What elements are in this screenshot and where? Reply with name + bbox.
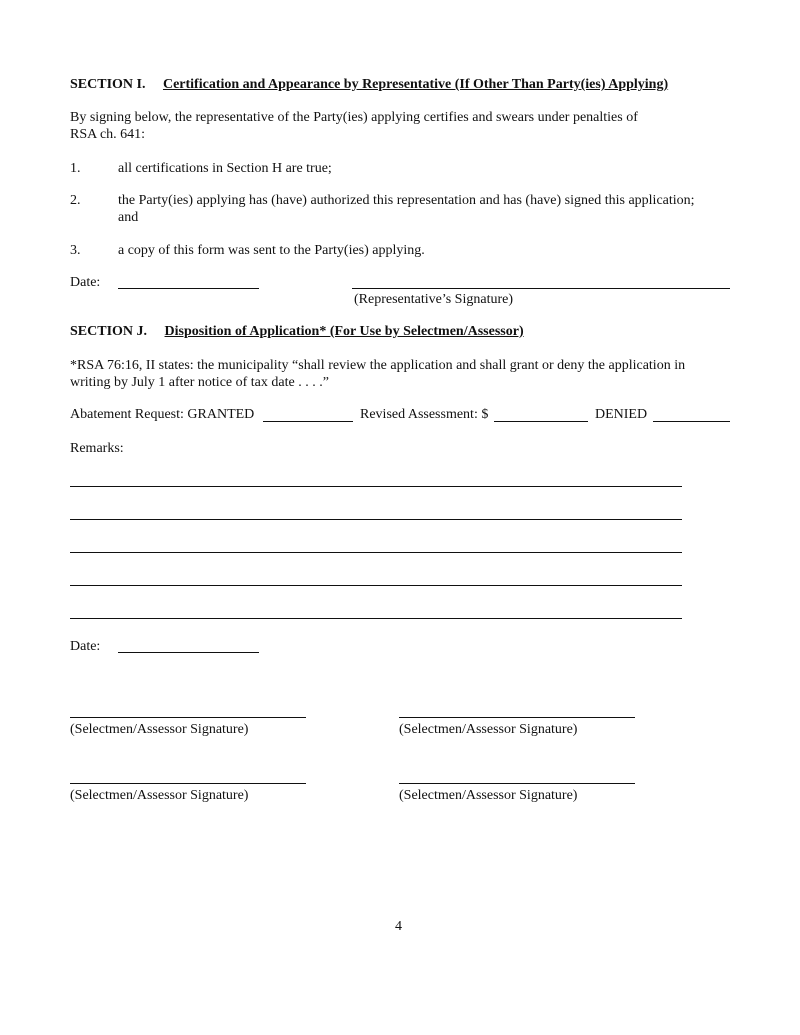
item-2-text-cont: and — [118, 210, 139, 225]
denied-field[interactable] — [653, 421, 730, 422]
selectmen-signature-caption: (Selectmen/Assessor Signature) — [70, 722, 249, 737]
denied-label: DENIED — [595, 407, 648, 422]
section-i-heading — [70, 76, 668, 93]
item-1-text: all certifications in Section H are true; — [118, 161, 332, 176]
section-i-intro-line1: By signing below, the representative of the Party(ies) applying certifies and swears under penalties of — [70, 110, 638, 125]
revised-assessment-label: Revised Assessment: $ — [360, 407, 489, 422]
selectmen-signature-line[interactable] — [70, 717, 306, 718]
page-number: 4 — [395, 919, 402, 934]
representative-signature-caption: (Representative’s Signature) — [354, 292, 514, 307]
item-1-number: 1. — [70, 161, 81, 176]
selectmen-signature-caption: (Selectmen/Assessor Signature) — [399, 788, 578, 803]
section-j-note-line1: *RSA 76:16, II states: the municipality “shall review the application and shall grant or deny the application in — [70, 358, 686, 373]
representative-signature-line[interactable] — [352, 288, 730, 289]
selectmen-signature-caption: (Selectmen/Assessor Signature) — [399, 722, 578, 737]
section-j-note-line2: writing by July 1 after notice of tax date . . . .” — [70, 375, 329, 390]
granted-label: Abatement Request: GRANTED — [70, 407, 255, 422]
item-3-text: a copy of this form was sent to the Party(ies) applying. — [118, 243, 425, 258]
section-i-title: Certification and Appearance by Representative (If Other Than Party(ies) Applying) — [162, 77, 669, 92]
remarks-line[interactable] — [70, 486, 682, 487]
section-j-date-label: Date: — [70, 639, 101, 654]
selectmen-signature-line[interactable] — [399, 783, 635, 784]
remarks-label: Remarks: — [70, 441, 124, 456]
remarks-line[interactable] — [70, 618, 682, 619]
item-3-number: 3. — [70, 243, 81, 258]
section-j-title: Disposition of Application* (For Use by Selectmen/Assessor) — [164, 324, 524, 339]
item-2-text: the Party(ies) applying has (have) authorized this representation and has (have) signed this application; — [118, 193, 695, 208]
remarks-line[interactable] — [70, 519, 682, 520]
section-j-label: SECTION J. — [70, 324, 148, 339]
selectmen-signature-line[interactable] — [399, 717, 635, 718]
remarks-line[interactable] — [70, 552, 682, 553]
section-i-date-field[interactable] — [118, 288, 259, 289]
section-i-intro-line2: RSA ch. 641: — [70, 127, 146, 142]
revised-assessment-field[interactable] — [494, 421, 588, 422]
selectmen-signature-line[interactable] — [70, 783, 306, 784]
section-j-date-field[interactable] — [118, 652, 259, 653]
section-j-heading — [70, 323, 524, 340]
section-i-date-label: Date: — [70, 275, 101, 290]
granted-field[interactable] — [263, 421, 353, 422]
remarks-line[interactable] — [70, 585, 682, 586]
item-2-number: 2. — [70, 193, 81, 208]
selectmen-signature-caption: (Selectmen/Assessor Signature) — [70, 788, 249, 803]
section-i-label: SECTION I. — [70, 77, 146, 92]
